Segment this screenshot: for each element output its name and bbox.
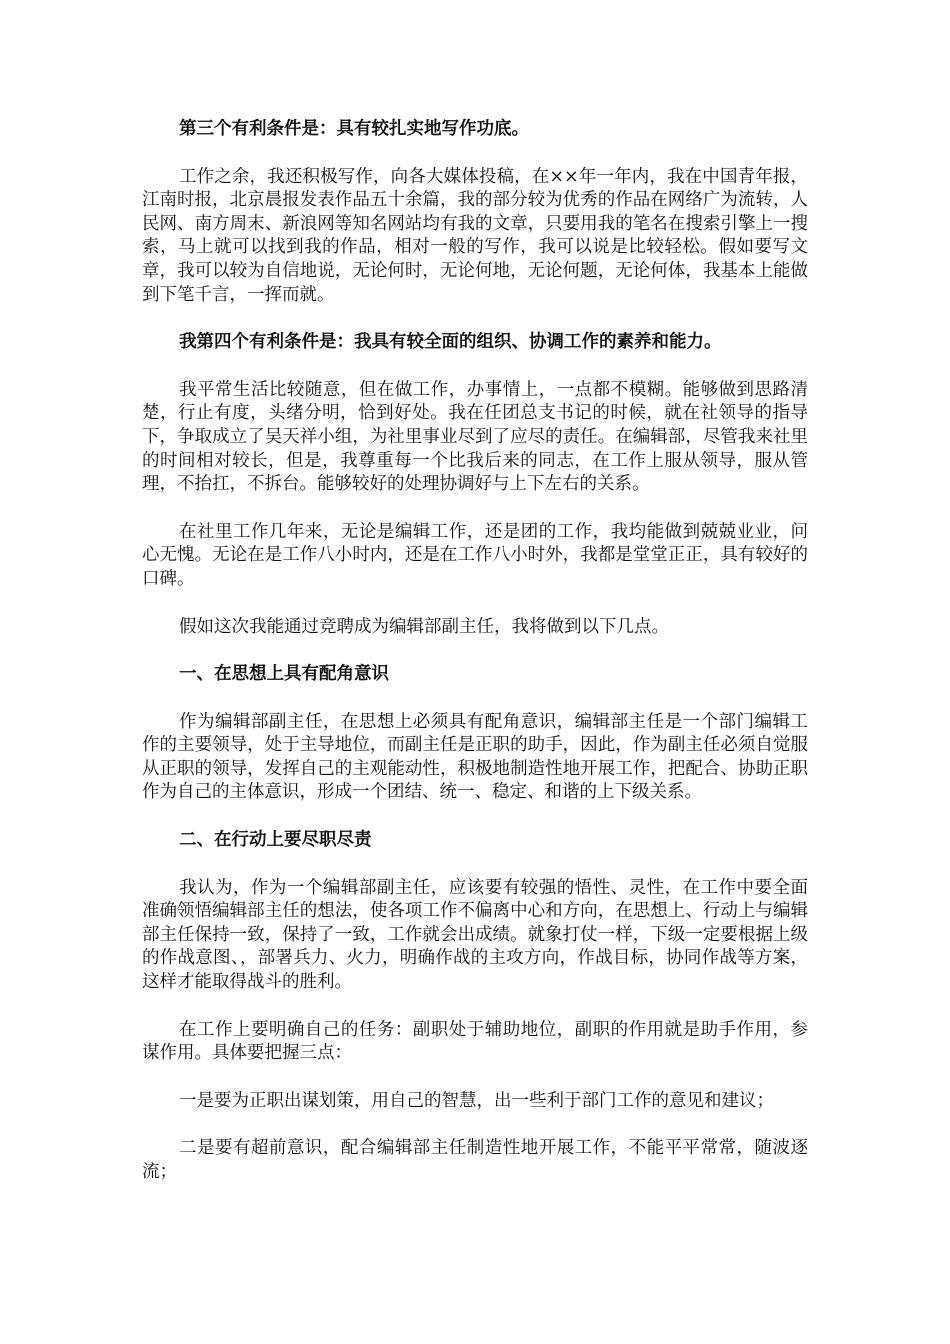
paragraph-intro-plans: 假如这次我能通过竞聘成为编辑部副主任，我将做到以下几点。 <box>179 616 669 637</box>
section-heading-third-condition: 第三个有利条件是：具有较扎实地写作功底。 <box>179 119 529 139</box>
paragraph-task-two: 二是要有超前意识，配合编辑部主任制造性地开展工作，不能平平常常，随波逐流； <box>142 1138 808 1182</box>
section-heading-supporting-role: 一、在思想上具有配角意识 <box>179 664 389 685</box>
paragraph-task-one: 一是要为正职出谋划策，用自己的智慧，出一些利于部门工作的意见和建议； <box>179 1090 774 1111</box>
paragraph-tasks: 在工作上要明确自己的任务：副职处于辅助地位，副职的作用就是助手作用，参谋作用。具体要把握三点： <box>142 1019 808 1064</box>
document-body <box>142 118 808 1209</box>
section-heading-fourth-condition: 我第四个有利条件是：我具有较全面的组织、协调工作的素养和能力。 <box>179 332 722 353</box>
paragraph-organization-ability: 我平常生活比较随意，但在做工作，办事情上，一点都不模糊。能够做到思路清楚，行止有度，头绪分明，恰到好处。我在任团总支书记的时候，就在社领导的指导下，争取成立了吴天祥小组，为社里事业尽到了应尽的责任。在编辑部，尽管我来社里的时间相对较长，但是，我尊重每一个比我后来的同志，在工作上服从领导，服从管理，不抬扛，不拆台。能够较好的处理协调好与上下左右的关系。 <box>142 379 808 495</box>
paragraph-writing-experience: 工作之余，我还积极写作，向各大媒体投稿，在××年一年内，我在中国青年报，江南时报，北京晨报发表作品五十余篇，我的部分较为优秀的作品在网络广为流转，人民网、南方周末、新浪网等知名网站均有我的文章，只要用我的笔名在搜索引擎上一搜索，马上就可以找到我的作品，相对一般的写作，我可以说是比较轻松。假如要写文章，我可以较为自信地说，无论何时，无论何地，无论何题，无论何体，我基本上能做到下笔千言，一挥而就。 <box>142 166 808 305</box>
paragraph-supporting-role: 作为编辑部副主任，在思想上必须具有配角意识，编辑部主任是一个部门编辑工作的主要领导，处于主导地位，而副主任是正职的助手，因此，作为副主任必须自觉服从正职的领导，发挥自己的主观能动性，积极地制造性地开展工作，把配合、协助正职作为自己的主体意识，形成一个团结、统一、稳定、和谐的上下级关系。 <box>142 711 808 803</box>
paragraph-duty: 我认为，作为一个编辑部副主任，应该要有较强的悟性、灵性，在工作中要全面准确领悟编辑部主任的想法，使各项工作不偏离中心和方向，在思想上、行动上与编辑部主任保持一致，保持了一致，工作就会出成绩。就象打仗一样，下级一定要根据上级的作战意图、，部署兵力、火力，明确作战的主攻方向，作战目标，协同作战等方案，这样才能取得战斗的胜利。 <box>142 877 808 993</box>
paragraph-work-record: 在社里工作几年来，无论是编辑工作，还是团的工作，我均能做到兢兢业业，问心无愧。无论在是工作八小时内，还是在工作八小时外，我都是堂堂正正，具有较好的口碑。 <box>142 521 808 589</box>
section-heading-duty: 二、在行动上要尽职尽责 <box>179 830 372 851</box>
